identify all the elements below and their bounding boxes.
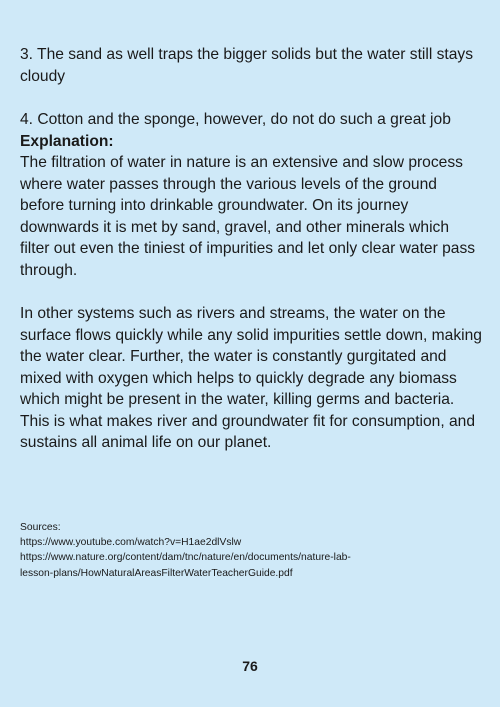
source-link[interactable]: https://www.youtube.com/watch?v=H1ae2dlVslw <box>20 537 242 549</box>
page-number: 76 <box>242 658 258 674</box>
explanation-heading: Explanation: <box>20 132 114 150</box>
explanation-paragraph-2: In other systems such as rivers and streams, the water on the surface flows quickly while any solid impurities settle down, making the water clear. Further, the water is constantly gurgitated and mixed with oxygen which helps to quickly degrade any biomass which might be present in the water, killing germs and bacteria. This is what makes river and groundwater fit for consumption, and sustains all animal life on our planet. <box>20 305 482 451</box>
explanation-paragraph-1: The filtration of water in nature is an extensive and slow process where water passes through the various levels of the ground before turning into drinkable groundwater. On its journey downwards it is met by sand, gravel, and other minerals which filter out even the tiniest of impurities and let only clear water pass through. <box>20 154 476 279</box>
document-body <box>20 44 482 454</box>
list-item-3: 3. The sand as well traps the bigger solids but the water still stays cloudy <box>20 46 474 85</box>
sources-label: Sources: <box>20 522 61 533</box>
source-link[interactable]: https://www.nature.org/content/dam/tnc/nature/en/documents/nature-lab- <box>20 552 351 564</box>
sources-section <box>20 520 490 581</box>
source-link[interactable]: lesson-plans/HowNaturalAreasFilterWaterTeacherGuide.pdf <box>20 567 293 579</box>
list-item-4: 4. Cotton and the sponge, however, do not do such a great job <box>20 111 451 128</box>
